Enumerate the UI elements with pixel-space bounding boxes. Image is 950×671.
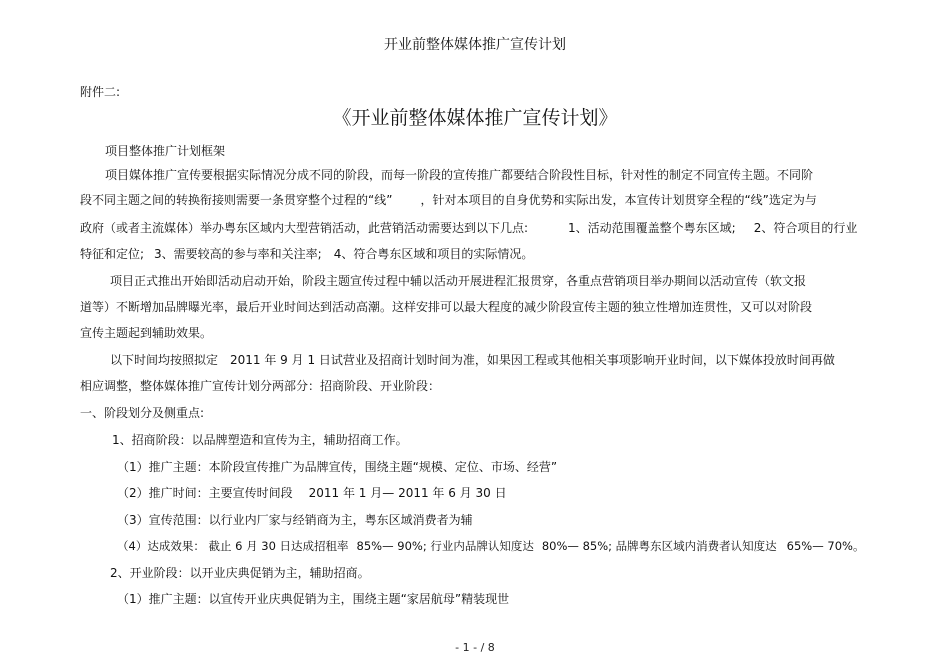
para1-line3-b: 1、活动范围覆盖整个粤东区域; bbox=[568, 221, 736, 235]
para1-line4-b: 3、需要较高的参与率和关注率; bbox=[154, 247, 322, 261]
stage1-time bbox=[117, 485, 507, 501]
stage1-time-value: 2011 年 1 月— 2011 年 6 月 30 日 bbox=[308, 486, 507, 500]
para1-line4-a: 特征和定位; bbox=[80, 247, 145, 261]
para3-line1-a: 以下时间均按照拟定 bbox=[110, 353, 219, 367]
stage1-effect-b: 85%— 90%; 行业内品牌认知度达 bbox=[356, 539, 534, 553]
para2-line1: 项目正式推出开始即活动启动开始，阶段主题宣传过程中辅以活动开展进程汇报贯穿，各重点营销项目举办期间以活动宣传（软文报 bbox=[110, 274, 807, 288]
para1-line3-c: 2、符合项目的行业 bbox=[753, 221, 858, 235]
attachment-label: 附件二: bbox=[80, 85, 121, 99]
stage1-effect bbox=[117, 538, 864, 554]
stage1-theme: （1）推广主题：本阶段宣传推广为品牌宣传，围绕主题“规模、定位、市场、经营” bbox=[117, 460, 558, 474]
stage2-theme: （1）推广主题：以宣传开业庆典促销为主，围绕主题“家居航母”精装现世 bbox=[117, 592, 510, 606]
para3-line1-b: 2011 年 9 月 1 日试营业及招商计划时间为准，如果因工程或其他相关事项影响开业时间，以下媒体投放时间再做 bbox=[230, 353, 835, 367]
stage2-heading: 2、开业阶段：以开业庆典促销为主，辅助招商。 bbox=[110, 566, 370, 580]
stage1-effect-d: 65%— 70%。 bbox=[786, 539, 865, 553]
stage1-effect-a: （4）达成效果： 截止 6 月 30 日达成招租率 bbox=[117, 539, 349, 553]
stage1-scope: （3）宣传范围：以行业内厂家与经销商为主，粤东区域消费者为辅 bbox=[117, 513, 473, 527]
para2-line2: 道等）不断增加品牌曝光率，最后开业时间达到活动高潮。这样安排可以最大程度的减少阶段宣传主题的独立性增加连贯性，又可以对阶段 bbox=[80, 300, 813, 314]
para3-line1 bbox=[110, 352, 835, 368]
stage1-time-label: （2）推广时间：主要宣传时间段 bbox=[117, 486, 293, 500]
page-header: 开业前整体媒体推广宣传计划 bbox=[384, 37, 566, 53]
para1-line2-a: 段不同主题之间的转换衔接则需要一条贯穿整个过程的“线” bbox=[80, 193, 393, 207]
stage1-effect-c: 80%— 85%; 品牌粤东区域内消费者认知度达 bbox=[541, 539, 777, 553]
stage1-heading: 1、招商阶段：以品牌塑造和宣传为主，辅助招商工作。 bbox=[112, 433, 408, 447]
para3-line2: 相应调整，整体媒体推广宣传计划分两部分：招商阶段、开业阶段： bbox=[80, 379, 441, 393]
para1-line1: 项目媒体推广宣传要根据实际情况分成不同的阶段，而每一阶段的宣传推广都要结合阶段性目标，针对性的制定不同宣传主题。不同阶 bbox=[105, 168, 814, 182]
para2-line3: 宣传主题起到辅助效果。 bbox=[80, 326, 213, 340]
framework-heading: 项目整体推广计划框架 bbox=[105, 144, 226, 158]
section1-heading: 一、阶段划分及侧重点: bbox=[80, 406, 205, 420]
document-title: 《开业前整体媒体推广宣传计划》 bbox=[332, 107, 618, 129]
para1-line4-c: 4、符合粤东区域和项目的实际情况。 bbox=[333, 247, 534, 261]
para1-line3 bbox=[80, 220, 857, 236]
para1-line2-b: ，针对本项目的自身优势和实际出发，本宣传计划贯穿全程的“线”选定为与 bbox=[420, 193, 817, 207]
para1-line2 bbox=[80, 192, 817, 208]
para1-line3-a: 政府（或者主流媒体）举办粤东区域内大型营销活动，此营销活动需要达到以下几点: bbox=[80, 221, 529, 235]
page-number: - 1 - / 8 bbox=[455, 641, 495, 654]
para1-line4 bbox=[80, 246, 533, 262]
